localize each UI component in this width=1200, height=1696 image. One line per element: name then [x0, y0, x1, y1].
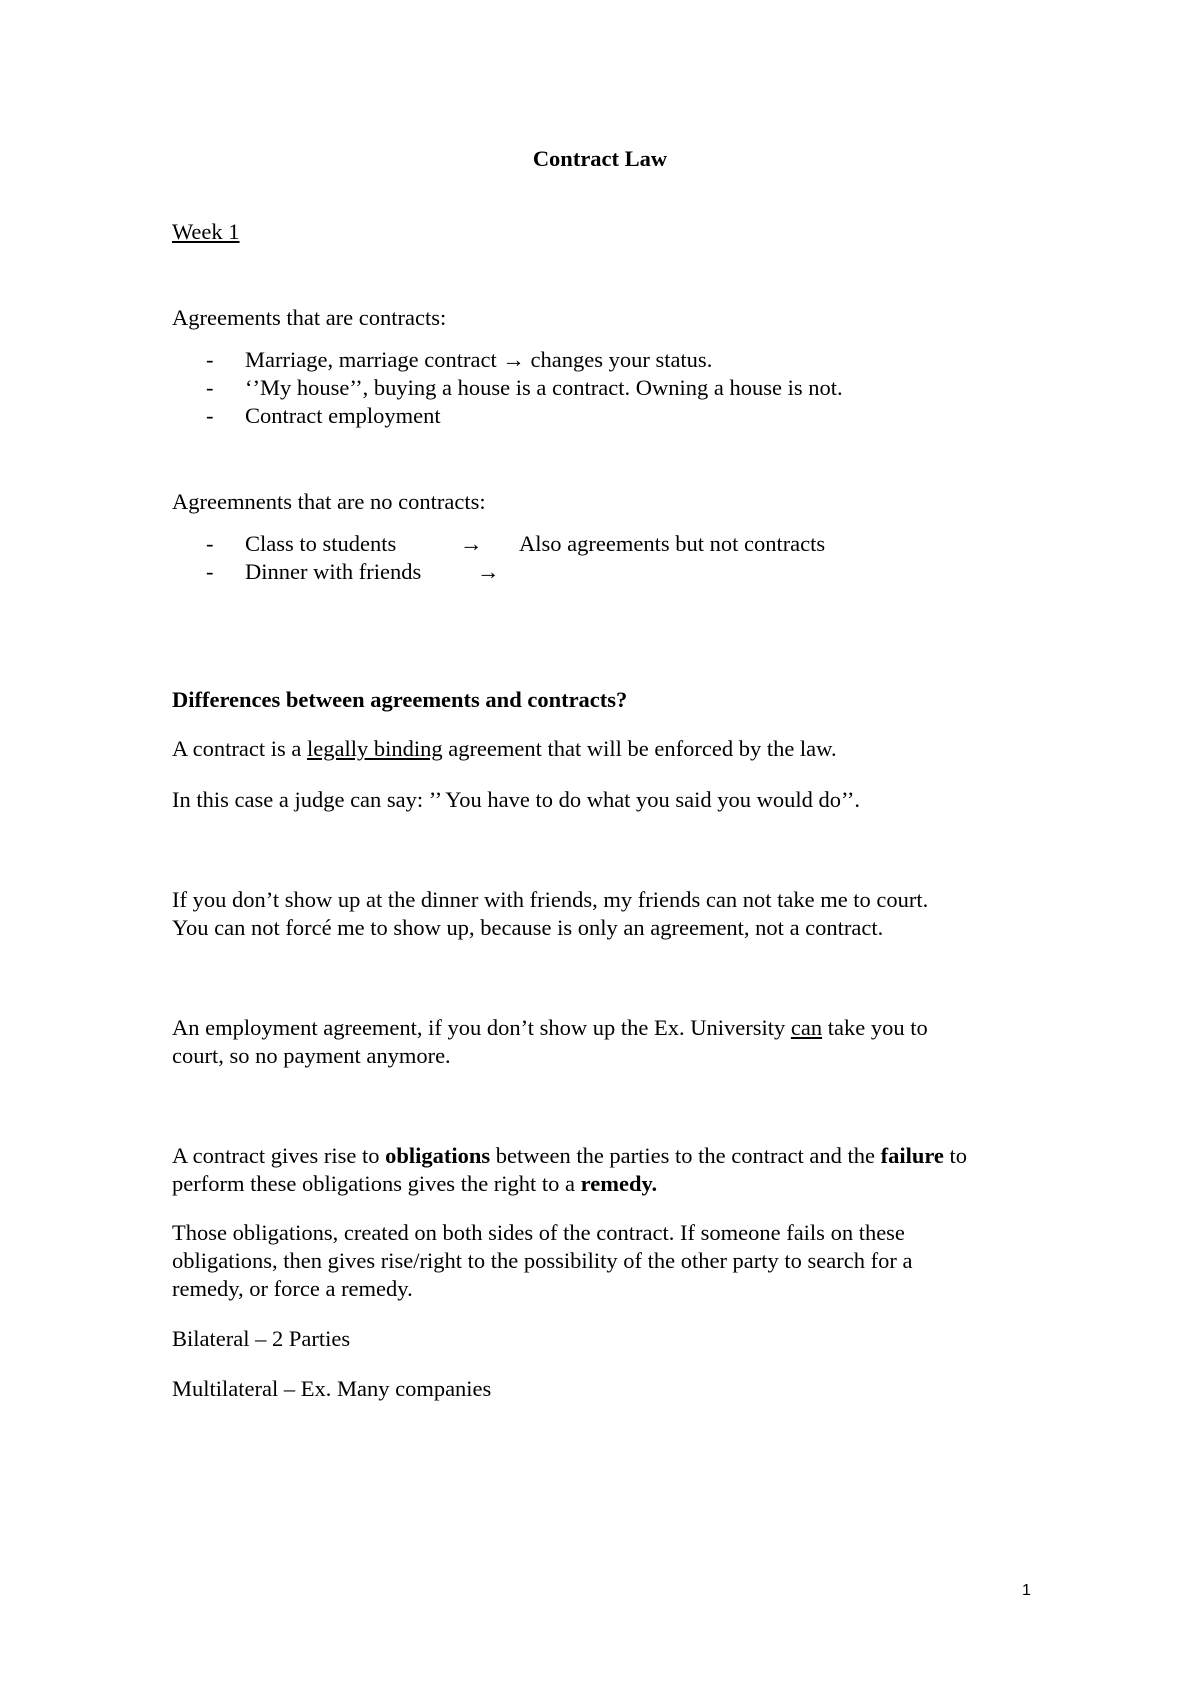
contracts-heading: Agreements that are contracts: — [172, 305, 447, 330]
obligations-line — [172, 1168, 657, 1199]
list-bullet: - — [206, 347, 214, 372]
list-item: ‘’My house’’, buying a house is a contract. Owning a house is not. — [245, 375, 843, 400]
document-title: Contract Law — [532, 146, 668, 171]
dinner-line: If you don’t show up at the dinner with friends, my friends can not take me to court. — [172, 887, 929, 912]
list-item: Marriage, marriage contract → changes your status. — [245, 347, 713, 372]
can-term: can — [790, 1015, 823, 1040]
obligations-text: between the parties to the contract and the — [490, 1143, 881, 1168]
list-bullet: - — [206, 403, 214, 428]
judge-line: In this case a judge can say: ’’ You have to do what you said you would do’’. — [172, 787, 860, 812]
employment-line: court, so no payment anymore. — [172, 1043, 451, 1068]
list-bullet: - — [206, 559, 214, 584]
definition-text: agreement that will be enforced by the law. — [442, 736, 837, 761]
employment-text: An employment agreement, if you don’t show up the Ex. University — [172, 1015, 791, 1040]
employment-text: take you to — [822, 1015, 928, 1040]
multilateral-line: Multilateral – Ex. Many companies — [172, 1376, 492, 1401]
list-item-note: Also agreements but not contracts — [519, 531, 826, 556]
list-item: Dinner with friends — [245, 559, 422, 584]
definition-line — [172, 733, 837, 764]
obligations-text: perform these obligations gives the right to a — [172, 1171, 581, 1196]
sides-line: obligations, then gives rise/right to the possibility of the other party to search for a — [172, 1248, 913, 1273]
obligations-text: A contract gives rise to — [172, 1143, 386, 1168]
list-bullet: - — [206, 375, 214, 400]
obligations-text: to — [943, 1143, 968, 1168]
employment-line — [172, 1012, 928, 1043]
arrow-icon: → — [460, 531, 483, 556]
list-item: Class to students — [245, 531, 397, 556]
obligations-term: obligations — [385, 1143, 491, 1168]
differences-heading: Differences between agreements and contracts? — [172, 687, 628, 712]
sides-line: Those obligations, created on both sides of the contract. If someone fails on these — [172, 1220, 905, 1245]
bilateral-line: Bilateral – 2 Parties — [172, 1326, 351, 1351]
obligations-line — [172, 1140, 967, 1171]
remedy-term: remedy. — [580, 1171, 658, 1196]
list-item: Contract employment — [245, 403, 441, 428]
no-contracts-heading: Agreemnents that are no contracts: — [172, 489, 486, 514]
arrow-icon: → — [477, 559, 500, 584]
sides-line: remedy, or force a remedy. — [172, 1276, 413, 1301]
legally-binding-term: legally binding — [306, 736, 443, 761]
definition-text: A contract is a — [172, 736, 307, 761]
failure-term: failure — [880, 1143, 944, 1168]
list-bullet: - — [206, 531, 214, 556]
dinner-line: You can not forcé me to show up, because is only an agreement, not a contract. — [172, 915, 884, 940]
page-number: 1 — [1022, 1582, 1031, 1599]
week-heading: Week 1 — [172, 219, 240, 244]
